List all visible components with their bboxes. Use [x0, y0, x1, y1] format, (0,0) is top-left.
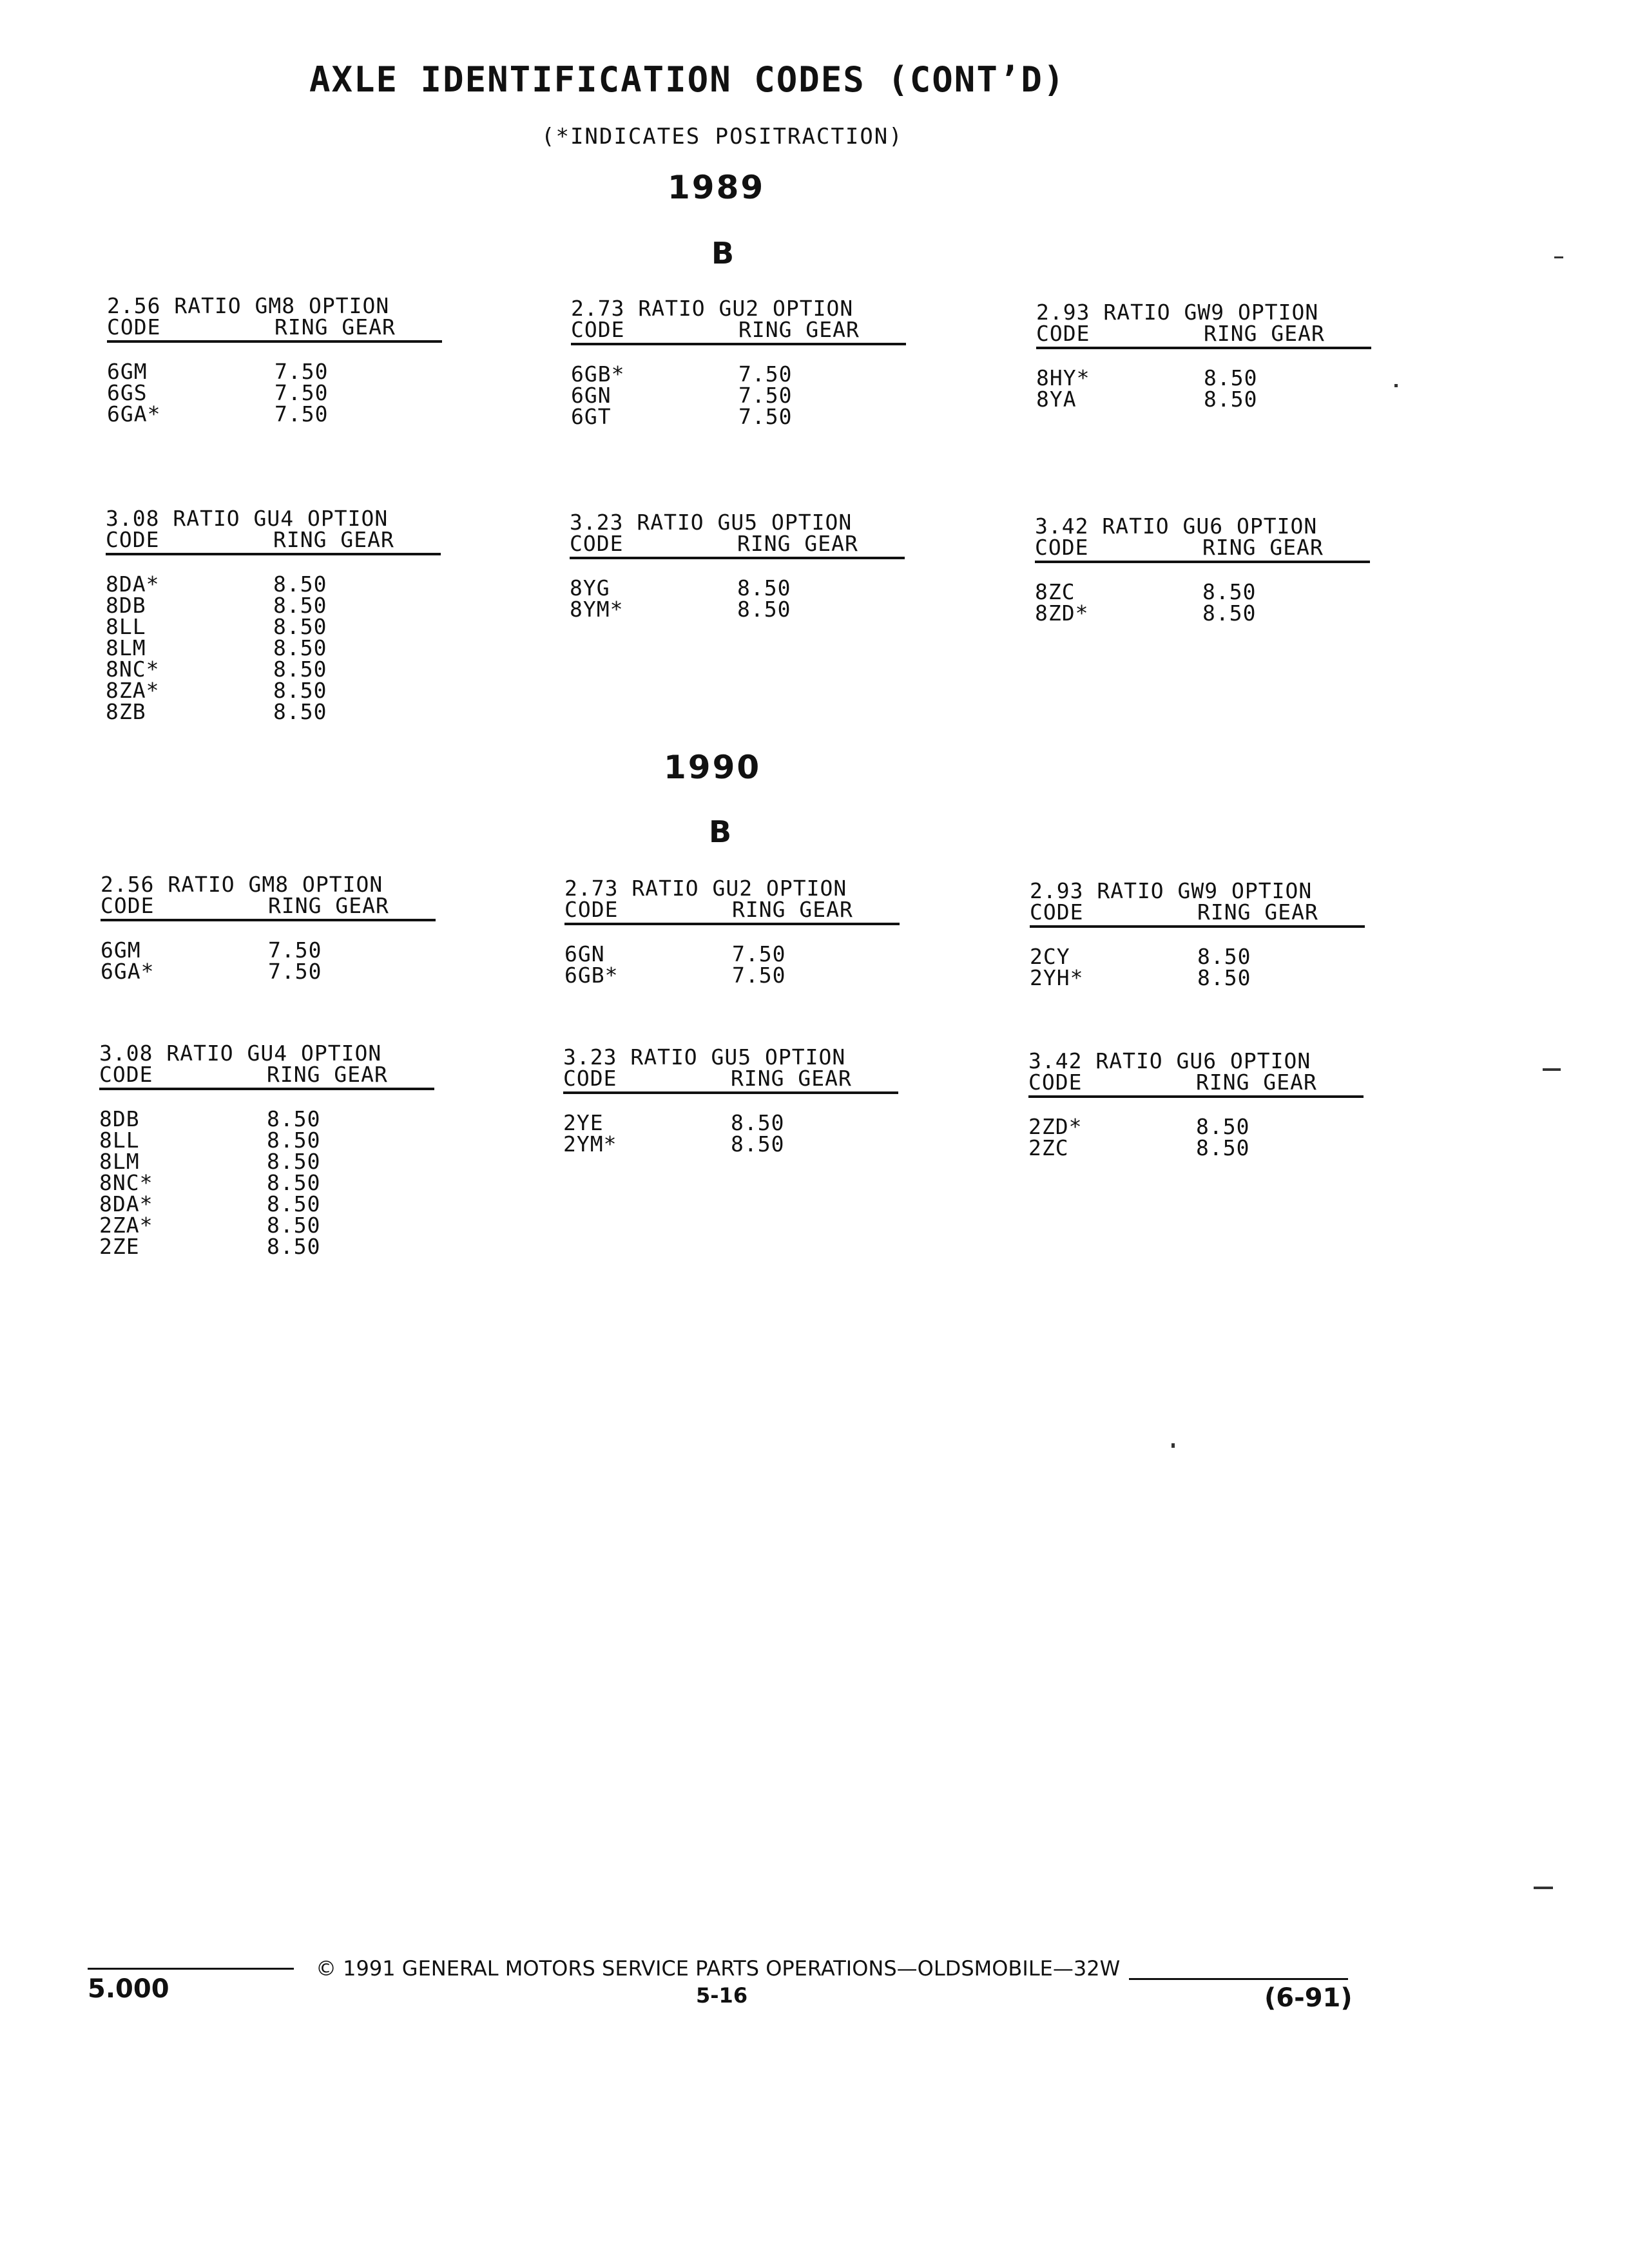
axle-table-1989-4	[106, 508, 441, 722]
axle-table-1989-1	[107, 295, 442, 425]
ring-gear-cell: 8.50	[737, 575, 791, 601]
footer-rule-right	[1129, 1978, 1348, 1980]
table-header-row	[101, 895, 436, 921]
column-header-ring-gear: RING GEAR	[732, 897, 853, 922]
axle-code-cell: 8ZA*	[106, 678, 160, 703]
column-header-code: CODE	[1036, 321, 1090, 346]
column-header-ring-gear: RING GEAR	[267, 1062, 388, 1087]
table-heading: 3.08 RATIO GU4 OPTION	[106, 506, 389, 531]
table-row	[99, 1129, 434, 1151]
ring-gear-cell: 8.50	[273, 678, 327, 703]
axle-code-cell: 8DA*	[99, 1191, 153, 1216]
table-row	[1035, 581, 1370, 602]
axle-table-1989-3	[1036, 302, 1371, 410]
table-row	[107, 403, 442, 425]
table-row	[564, 965, 900, 986]
table-heading: 3.23 RATIO GU5 OPTION	[570, 510, 853, 535]
footer-section-number: 5.000	[88, 1974, 169, 2004]
axle-code-cell: 8YG	[570, 575, 610, 601]
column-header-ring-gear: RING GEAR	[738, 317, 860, 342]
axle-code-cell: 8DB	[106, 593, 146, 618]
ring-gear-cell: 7.50	[275, 380, 329, 405]
table-row	[563, 1133, 898, 1155]
table-heading: 3.42 RATIO GU6 OPTION	[1028, 1048, 1311, 1073]
axle-code-cell: 6GT	[571, 404, 612, 429]
axle-table-1990-4	[99, 1043, 434, 1257]
ring-gear-cell: 7.50	[732, 963, 786, 988]
table-heading: 2.73 RATIO GU2 OPTION	[564, 876, 847, 901]
axle-code-cell: 6GB*	[564, 963, 619, 988]
column-header-ring-gear: RING GEAR	[1202, 535, 1324, 560]
ring-gear-cell: 8.50	[1197, 944, 1251, 969]
column-header-code: CODE	[107, 314, 161, 340]
table-heading: 2.56 RATIO GM8 OPTION	[107, 293, 390, 318]
ring-gear-cell: 8.50	[273, 635, 327, 660]
axle-table-1990-6	[1028, 1050, 1364, 1158]
table-row	[99, 1151, 434, 1172]
table-header-row	[570, 533, 905, 559]
scan-mark	[1554, 256, 1563, 258]
table-row	[571, 406, 906, 427]
footer-page-number: 5-16	[696, 1983, 748, 2008]
axle-code-cell: 6GB*	[571, 361, 625, 387]
table-row	[106, 637, 441, 658]
ring-gear-cell: 8.50	[267, 1213, 321, 1238]
table-row	[1036, 367, 1371, 389]
table-header-row	[107, 316, 442, 343]
table-row	[1035, 602, 1370, 624]
table-row	[106, 595, 441, 616]
table-row	[106, 616, 441, 637]
axle-code-cell: 8HY*	[1036, 365, 1090, 390]
ring-gear-cell: 8.50	[273, 593, 327, 618]
axle-code-cell: 8LL	[99, 1128, 140, 1153]
axle-code-cell: 8YM*	[570, 597, 624, 622]
axle-code-cell: 8YA	[1036, 387, 1077, 412]
table-row	[99, 1172, 434, 1193]
axle-code-cell: 2YH*	[1030, 965, 1084, 990]
column-header-code: CODE	[1035, 535, 1089, 560]
axle-code-cell: 6GA*	[107, 401, 161, 427]
table-row	[106, 701, 441, 722]
table-row	[564, 943, 900, 965]
ring-gear-cell: 8.50	[1197, 965, 1251, 990]
table-header-row	[1035, 537, 1370, 563]
column-header-ring-gear: RING GEAR	[1204, 321, 1325, 346]
ring-gear-cell: 8.50	[1202, 579, 1257, 604]
table-heading: 2.56 RATIO GM8 OPTION	[101, 872, 383, 897]
table-row	[1030, 967, 1365, 988]
axle-code-cell: 6GN	[571, 383, 612, 408]
axle-table-1990-1	[101, 874, 436, 982]
axle-code-cell: 8NC*	[99, 1170, 153, 1195]
page-subtitle: (*INDICATES POSITRACTION)	[541, 124, 903, 149]
ring-gear-cell: 8.50	[267, 1170, 321, 1195]
table-row	[99, 1108, 434, 1129]
ring-gear-cell: 8.50	[273, 699, 327, 724]
column-header-ring-gear: RING GEAR	[731, 1066, 852, 1091]
ring-gear-cell: 7.50	[738, 383, 793, 408]
axle-code-cell: 8DB	[99, 1106, 140, 1131]
table-row	[106, 573, 441, 595]
column-header-ring-gear: RING GEAR	[737, 531, 858, 556]
column-header-code: CODE	[563, 1066, 617, 1091]
column-header-ring-gear: RING GEAR	[268, 893, 389, 918]
ring-gear-cell: 8.50	[267, 1149, 321, 1174]
axle-table-1989-6	[1035, 515, 1370, 624]
column-header-code: CODE	[106, 527, 160, 552]
table-heading: 3.42 RATIO GU6 OPTION	[1035, 514, 1318, 539]
footer-copyright: © 1991 GENERAL MOTORS SERVICE PARTS OPERATIONS—OLDSMOBILE—32W	[316, 1956, 1121, 1981]
axle-code-cell: 8DA*	[106, 572, 160, 597]
ring-gear-cell: 8.50	[267, 1191, 321, 1216]
column-header-code: CODE	[571, 317, 625, 342]
axle-code-cell: 8ZC	[1035, 579, 1075, 604]
ring-gear-cell: 8.50	[273, 657, 327, 682]
table-row	[99, 1193, 434, 1215]
table-row	[106, 658, 441, 680]
table-header-row	[99, 1064, 434, 1090]
ring-gear-cell: 8.50	[1196, 1135, 1250, 1160]
table-heading: 2.93 RATIO GW9 OPTION	[1036, 300, 1319, 325]
ring-gear-cell: 8.50	[1202, 601, 1257, 626]
axle-table-1990-3	[1030, 880, 1365, 988]
table-row	[570, 577, 905, 599]
column-header-code: CODE	[1028, 1070, 1083, 1095]
axle-code-cell: 2CY	[1030, 944, 1070, 969]
table-row	[107, 382, 442, 403]
table-row	[106, 680, 441, 701]
page-title: AXLE IDENTIFICATION CODES (CONT’D)	[309, 59, 1066, 100]
table-row	[571, 385, 906, 406]
table-heading: 2.93 RATIO GW9 OPTION	[1030, 878, 1313, 903]
year-label-1990: 1990	[664, 749, 762, 786]
table-row	[1036, 389, 1371, 410]
ring-gear-cell: 8.50	[1204, 387, 1258, 412]
axle-code-cell: 6GM	[107, 359, 148, 384]
ring-gear-cell: 8.50	[267, 1234, 321, 1259]
column-header-ring-gear: RING GEAR	[273, 527, 394, 552]
axle-code-cell: 8NC*	[106, 657, 160, 682]
ring-gear-cell: 7.50	[732, 941, 786, 966]
table-row	[101, 961, 436, 982]
ring-gear-cell: 8.50	[737, 597, 791, 622]
axle-code-cell: 8LM	[106, 635, 146, 660]
column-header-code: CODE	[99, 1062, 153, 1087]
table-row	[570, 599, 905, 620]
axle-code-cell: 8ZB	[106, 699, 146, 724]
table-row	[1028, 1137, 1364, 1158]
axle-table-1989-5	[570, 512, 905, 620]
ring-gear-cell: 8.50	[267, 1106, 321, 1131]
table-header-row	[1036, 323, 1371, 349]
table-row	[99, 1215, 434, 1236]
table-heading: 2.73 RATIO GU2 OPTION	[571, 296, 854, 321]
table-row	[107, 361, 442, 382]
table-header-row	[563, 1068, 898, 1094]
ring-gear-cell: 8.50	[267, 1128, 321, 1153]
ring-gear-cell: 7.50	[275, 401, 329, 427]
footer-rule-left	[88, 1968, 294, 1970]
table-row	[563, 1112, 898, 1133]
table-header-row	[571, 319, 906, 345]
ring-gear-cell: 8.50	[1196, 1114, 1250, 1139]
scan-mark	[1534, 1887, 1553, 1889]
axle-code-cell: 2YM*	[563, 1131, 617, 1157]
table-row	[99, 1236, 434, 1257]
footer-revision-date: (6-91)	[1264, 1983, 1353, 2013]
table-heading: 3.08 RATIO GU4 OPTION	[99, 1041, 382, 1066]
table-header-row	[106, 529, 441, 555]
ring-gear-cell: 8.50	[273, 572, 327, 597]
axle-table-1989-2	[571, 298, 906, 427]
axle-code-cell: 6GS	[107, 380, 148, 405]
axle-table-1990-5	[563, 1046, 898, 1155]
axle-code-cell: 2ZD*	[1028, 1114, 1083, 1139]
table-header-row	[1028, 1072, 1364, 1098]
body-style-label-1990: B	[709, 814, 732, 849]
table-row	[1028, 1116, 1364, 1137]
ring-gear-cell: 8.50	[1204, 365, 1258, 390]
column-header-code: CODE	[1030, 899, 1084, 925]
axle-code-cell: 8LL	[106, 614, 146, 639]
ring-gear-cell: 8.50	[731, 1131, 785, 1157]
year-label-1989: 1989	[668, 169, 766, 206]
axle-code-cell: 2ZC	[1028, 1135, 1069, 1160]
table-row	[1030, 946, 1365, 967]
ring-gear-cell: 8.50	[273, 614, 327, 639]
table-row	[571, 363, 906, 385]
axle-code-cell: 2YE	[563, 1110, 604, 1135]
column-header-ring-gear: RING GEAR	[1196, 1070, 1317, 1095]
scan-mark	[1543, 1068, 1561, 1071]
ring-gear-cell: 7.50	[268, 937, 322, 963]
axle-code-cell: 2ZA*	[99, 1213, 153, 1238]
axle-code-cell: 6GM	[101, 937, 141, 963]
body-style-label-1989: B	[711, 236, 735, 271]
ring-gear-cell: 8.50	[731, 1110, 785, 1135]
axle-code-cell: 8LM	[99, 1149, 140, 1174]
ring-gear-cell: 7.50	[738, 404, 793, 429]
column-header-ring-gear: RING GEAR	[275, 314, 396, 340]
scan-mark	[1394, 384, 1398, 387]
axle-code-cell: 6GA*	[101, 959, 155, 984]
axle-code-cell: 6GN	[564, 941, 605, 966]
column-header-code: CODE	[564, 897, 619, 922]
table-header-row	[1030, 901, 1365, 928]
table-heading: 3.23 RATIO GU5 OPTION	[563, 1044, 846, 1070]
ring-gear-cell: 7.50	[738, 361, 793, 387]
table-row	[101, 939, 436, 961]
ring-gear-cell: 7.50	[275, 359, 329, 384]
column-header-code: CODE	[570, 531, 624, 556]
axle-code-cell: 8ZD*	[1035, 601, 1089, 626]
column-header-code: CODE	[101, 893, 155, 918]
axle-table-1990-2	[564, 878, 900, 986]
table-header-row	[564, 899, 900, 925]
ring-gear-cell: 7.50	[268, 959, 322, 984]
axle-code-cell: 2ZE	[99, 1234, 140, 1259]
column-header-ring-gear: RING GEAR	[1197, 899, 1318, 925]
scan-mark	[1171, 1443, 1175, 1448]
